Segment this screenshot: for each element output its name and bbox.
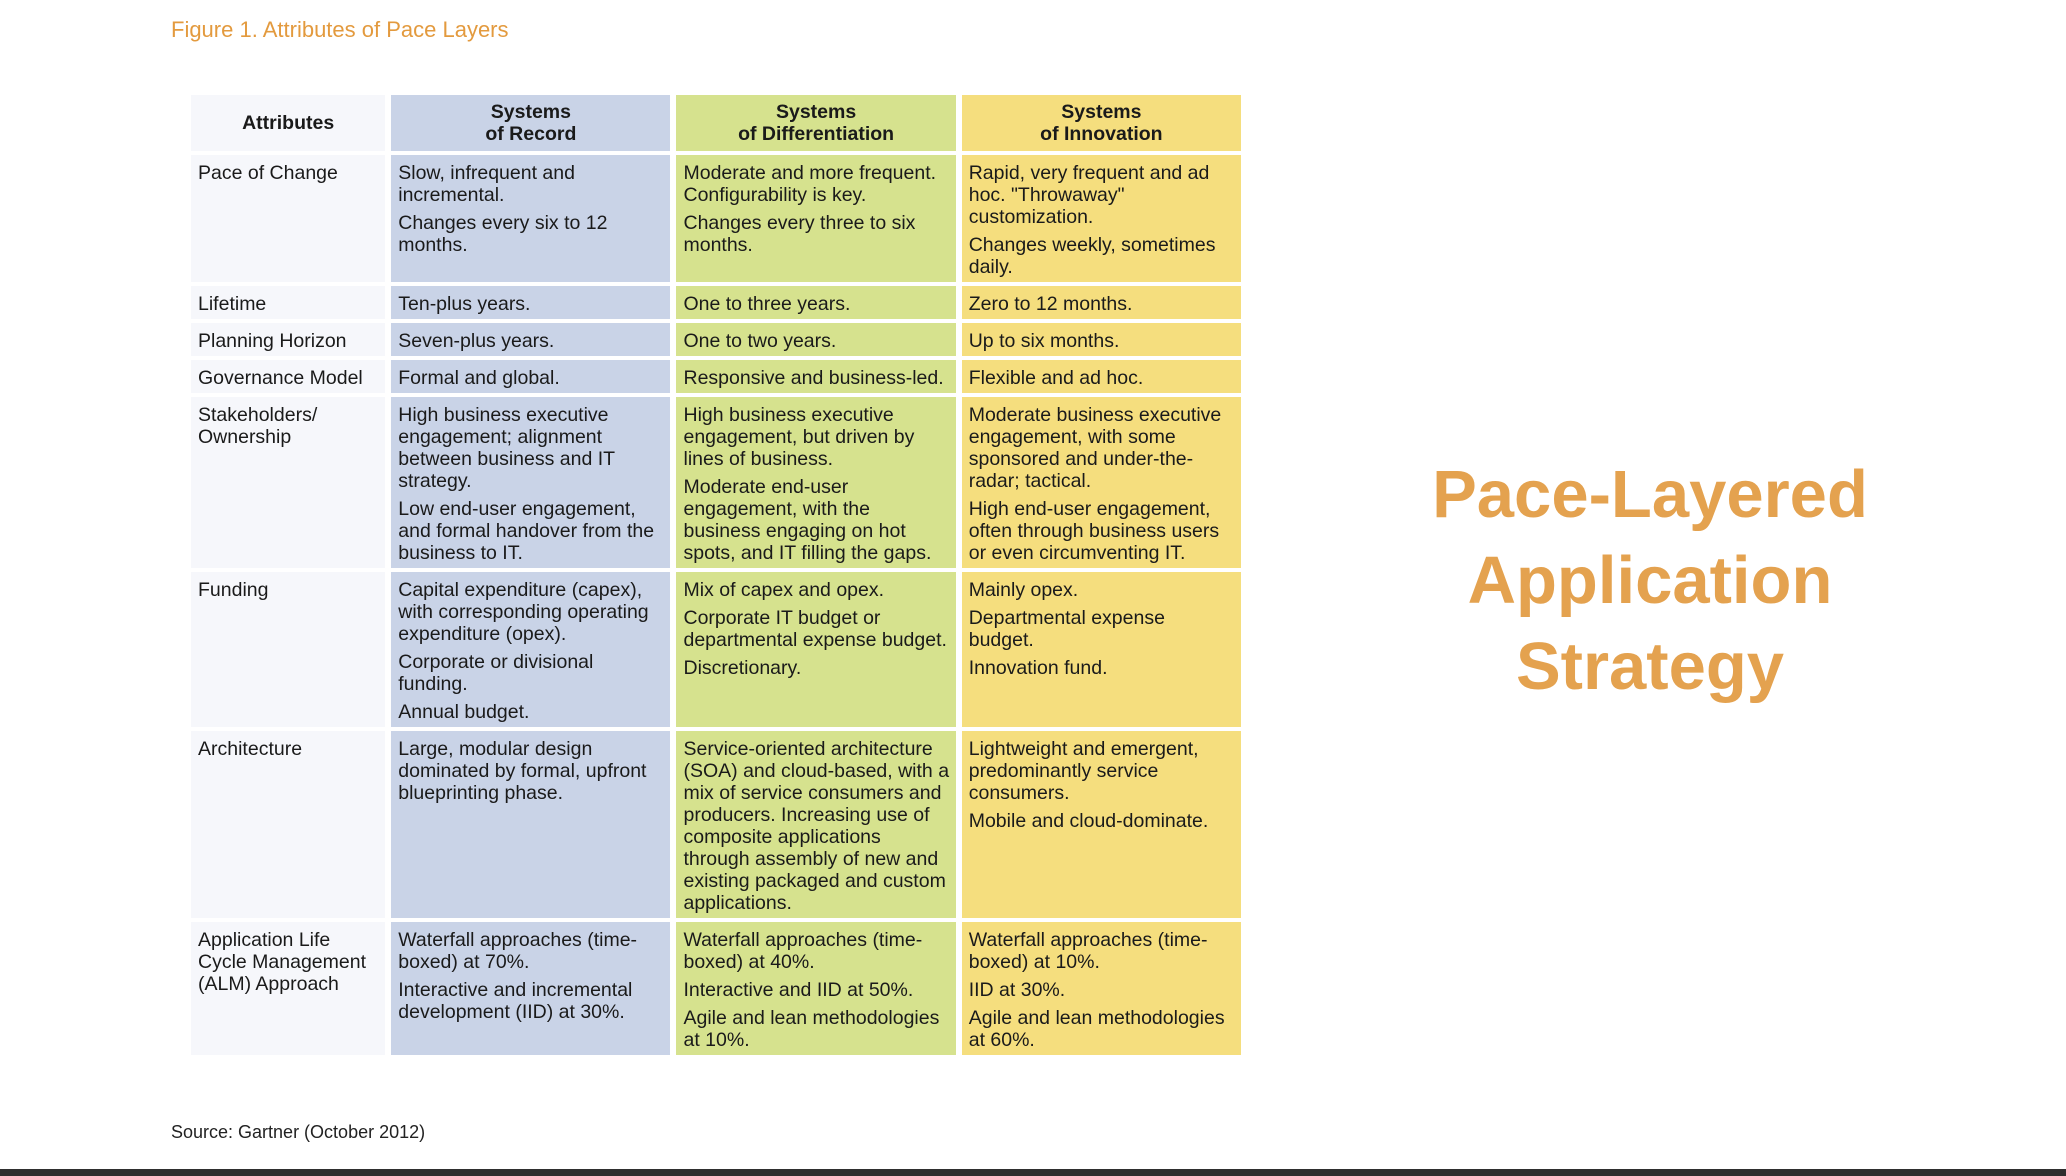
differentiation-cell [676, 286, 955, 319]
figure-title: Figure 1. Attributes of Pace Layers [171, 17, 509, 42]
differentiation-paragraph: One to three years. [683, 293, 851, 315]
record-paragraph: Formal and global. [398, 367, 560, 389]
innovation-paragraph: Changes weekly, sometimes daily. [968, 234, 1216, 278]
innovation-paragraph: Waterfall approaches (time-boxed) at 10%. [968, 929, 1208, 973]
pace-layers-table [185, 91, 1247, 1059]
differentiation-cell [676, 731, 955, 918]
differentiation-paragraph: High business executive engagement, but driven by lines of business. [683, 404, 915, 470]
record-cell [391, 360, 670, 393]
attribute-label: Pace of Change [198, 162, 338, 184]
innovation-cell [962, 360, 1241, 393]
innovation-paragraph: Up to six months. [968, 330, 1120, 352]
innovation-cell [962, 572, 1241, 727]
record-paragraph: Waterfall approaches (time-boxed) at 70%. [398, 929, 638, 973]
record-paragraph: Slow, infrequent and incremental. [398, 162, 575, 206]
innovation-cell [962, 397, 1241, 568]
table-header-row [191, 95, 1241, 151]
record-paragraph: Seven-plus years. [398, 330, 555, 352]
innovation-paragraph: Agile and lean methodologies at 60%. [968, 1007, 1225, 1051]
table-row [191, 155, 1241, 282]
record-paragraph: Changes every six to 12 months. [398, 212, 608, 256]
record-paragraph: Low end-user engagement, and formal handover from the business to IT. [398, 498, 655, 564]
differentiation-paragraph: One to two years. [683, 330, 837, 352]
table-row [191, 922, 1241, 1055]
record-cell [391, 731, 670, 918]
attribute-cell [191, 155, 385, 282]
header-record-line2: of Record [485, 123, 577, 145]
headline-line: Application [1467, 543, 1833, 618]
record-paragraph: Large, modular design dominated by formal, upfront blueprinting phase. [398, 738, 647, 804]
innovation-cell [962, 731, 1241, 918]
record-cell [391, 323, 670, 356]
header-differentiation-line2: of Differentiation [738, 123, 895, 145]
differentiation-cell [676, 397, 955, 568]
differentiation-paragraph: Discretionary. [683, 657, 802, 679]
record-cell [391, 155, 670, 282]
attribute-cell [191, 922, 385, 1055]
innovation-cell [962, 323, 1241, 356]
innovation-cell [962, 286, 1241, 319]
differentiation-paragraph: Corporate IT budget or departmental expense budget. [683, 607, 947, 651]
table-row [191, 397, 1241, 568]
innovation-paragraph: Lightweight and emergent, predominantly service consumers. [968, 738, 1199, 804]
record-cell [391, 922, 670, 1055]
record-cell [391, 286, 670, 319]
record-cell [391, 397, 670, 568]
differentiation-paragraph: Agile and lean methodologies at 10%. [683, 1007, 940, 1051]
record-cell [391, 572, 670, 727]
innovation-paragraph: IID at 30%. [968, 979, 1066, 1001]
differentiation-paragraph: Mix of capex and opex. [683, 579, 885, 601]
header-innovation-line2: of Innovation [1040, 123, 1163, 145]
differentiation-paragraph: Responsive and business-led. [683, 367, 944, 389]
record-paragraph: Capital expenditure (capex), with corresponding operating expenditure (opex). [398, 579, 649, 645]
innovation-paragraph: Rapid, very frequent and ad hoc. "Throwaway" customization. [968, 162, 1210, 228]
table-row [191, 286, 1241, 319]
innovation-paragraph: Departmental expense budget. [968, 607, 1165, 651]
attribute-cell [191, 572, 385, 727]
differentiation-cell [676, 323, 955, 356]
attribute-cell [191, 286, 385, 319]
attribute-label: Architecture [198, 738, 303, 760]
attribute-label: Planning Horizon [198, 330, 347, 352]
innovation-paragraph: Moderate business executive engagement, with some sponsored and under-the-radar; tactical. [968, 404, 1222, 492]
innovation-cell [962, 922, 1241, 1055]
attribute-cell [191, 731, 385, 918]
header-record-line1: Systems [490, 101, 571, 123]
differentiation-paragraph: Changes every three to six months. [683, 212, 916, 256]
innovation-paragraph: Mobile and cloud-dominate. [968, 810, 1209, 832]
differentiation-paragraph: Moderate end-user engagement, with the business engaging on hot spots, and IT filling the gaps. [683, 476, 932, 564]
record-paragraph: Interactive and incremental development (IID) at 30%. [398, 979, 633, 1023]
header-systems-of-differentiation [676, 95, 955, 151]
headline-line: Pace-Layered [1432, 457, 1868, 532]
table-row [191, 360, 1241, 393]
attribute-cell [191, 360, 385, 393]
header-systems-of-innovation [962, 95, 1241, 151]
differentiation-paragraph: Moderate and more frequent. Configurability is key. [683, 162, 937, 206]
innovation-paragraph: Mainly opex. [968, 579, 1079, 601]
differentiation-cell [676, 572, 955, 727]
headline-line: Strategy [1515, 629, 1785, 704]
table-row [191, 731, 1241, 918]
innovation-paragraph: Zero to 12 months. [968, 293, 1133, 315]
innovation-cell [962, 155, 1241, 282]
differentiation-paragraph: Interactive and IID at 50%. [683, 979, 914, 1001]
table-row [191, 572, 1241, 727]
bottom-bar [0, 1169, 2066, 1176]
attribute-label: Application Life Cycle Management (ALM) Approach [198, 929, 366, 995]
differentiation-cell [676, 155, 955, 282]
attribute-cell [191, 397, 385, 568]
headline [1380, 452, 1920, 710]
differentiation-cell [676, 360, 955, 393]
record-paragraph: Corporate or divisional funding. [398, 651, 594, 695]
differentiation-cell [676, 922, 955, 1055]
attribute-label: Governance Model [198, 367, 363, 389]
attribute-label: Funding [198, 579, 269, 601]
header-attributes-label: Attributes [242, 112, 335, 134]
table-row [191, 323, 1241, 356]
header-systems-of-record [391, 95, 670, 151]
record-paragraph: Annual budget. [398, 701, 530, 723]
header-differentiation-line1: Systems [775, 101, 857, 123]
innovation-paragraph: Innovation fund. [968, 657, 1108, 679]
attribute-cell [191, 323, 385, 356]
table-body [191, 155, 1241, 1055]
attribute-label: Lifetime [198, 293, 267, 315]
source-note: Source: Gartner (October 2012) [171, 1122, 426, 1142]
header-innovation-line1: Systems [1061, 101, 1142, 123]
record-paragraph: Ten-plus years. [398, 293, 531, 315]
header-attributes [191, 95, 385, 151]
pace-layers-table-container [191, 95, 1241, 1055]
record-paragraph: High business executive engagement; alignment between business and IT strategy. [398, 404, 615, 492]
differentiation-paragraph: Service-oriented architecture (SOA) and cloud-based, with a mix of service consumers and producers. Increasing use of composite applications through assembly of new and existing packaged and custom applications. [683, 738, 950, 914]
attribute-label: Stakeholders/ Ownership [198, 404, 318, 448]
differentiation-paragraph: Waterfall approaches (time-boxed) at 40%. [683, 929, 923, 973]
innovation-paragraph: High end-user engagement, often through business users or even circumventing IT. [968, 498, 1220, 564]
innovation-paragraph: Flexible and ad hoc. [968, 367, 1144, 389]
